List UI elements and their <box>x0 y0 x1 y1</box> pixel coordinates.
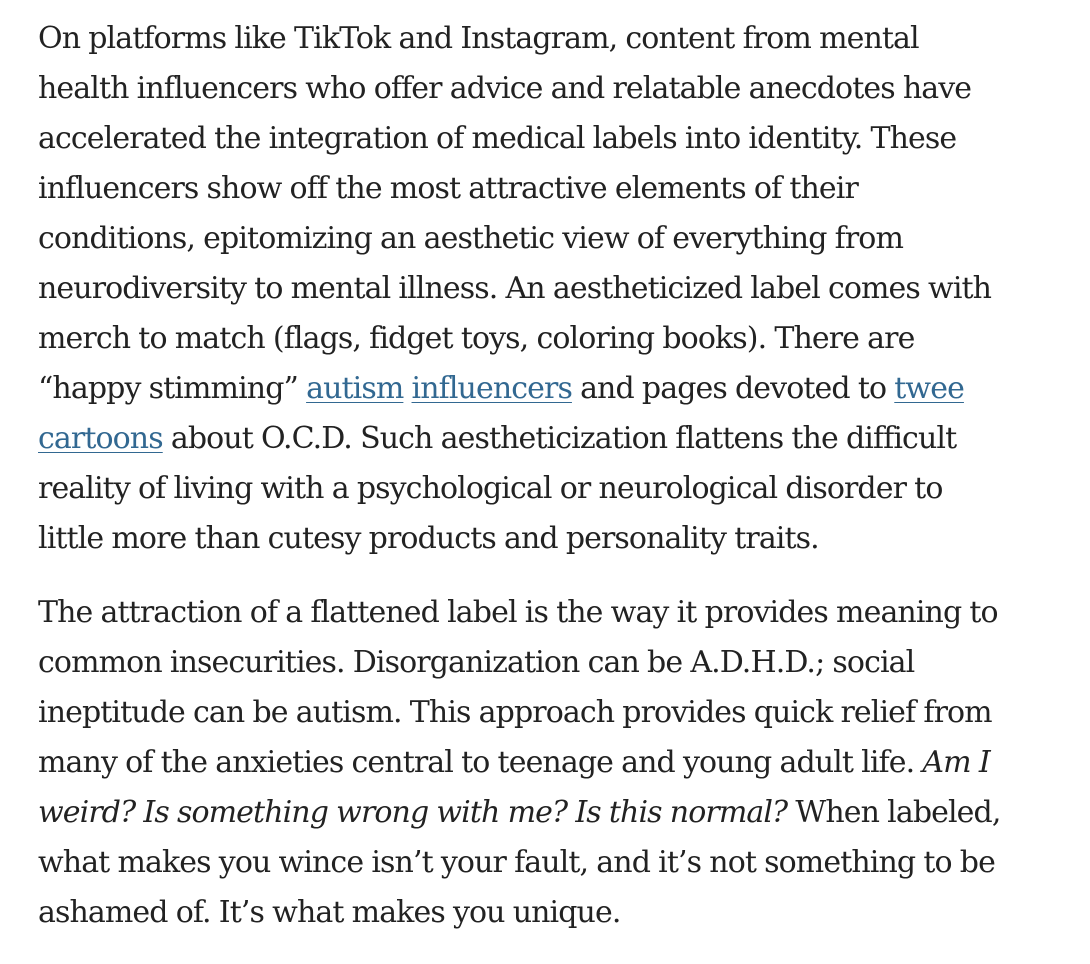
link-twee-cartoons-part-2[interactable]: cartoons <box>38 421 163 456</box>
text-line <box>38 738 1058 788</box>
text-line: what makes you wince isn’t your fault, and it’s not something to be <box>38 845 995 880</box>
text-line: accelerated the integration of medical labels into identity. These <box>38 121 957 156</box>
link-twee-cartoons-part-1[interactable]: twee <box>894 371 964 406</box>
text-line: influencers show off the most attractive elements of their <box>38 171 858 206</box>
text-line: ashamed of. It’s what makes you unique. <box>38 895 621 930</box>
text-segment: and pages devoted to <box>571 371 895 406</box>
paragraph-2 <box>38 588 1058 938</box>
text-segment: about O.C.D. Such aestheticization flattens the difficult <box>162 421 957 456</box>
text-segment: many of the anxieties central to teenage and young adult life. <box>38 745 923 780</box>
text-line <box>38 788 1058 838</box>
text-line: health influencers who offer advice and relatable anecdotes have <box>38 71 972 106</box>
link-autism[interactable]: autism <box>306 371 404 406</box>
text-line: common insecurities. Disorganization can be A.D.H.D.; social <box>38 645 915 680</box>
text-line: The attraction of a flattened label is the way it provides meaning to <box>38 595 998 630</box>
article-body <box>38 14 1058 938</box>
text-line <box>38 364 1058 414</box>
text-line <box>38 414 1058 464</box>
text-segment: “happy stimming” <box>38 371 307 406</box>
text-line: reality of living with a psychological or neurological disorder to <box>38 471 943 506</box>
text-segment: When labeled, <box>787 795 1001 830</box>
text-line: On platforms like TikTok and Instagram, content from mental <box>38 21 919 56</box>
paragraph-1 <box>38 14 1058 564</box>
text-line: neurodiversity to mental illness. An aestheticized label comes with <box>38 271 992 306</box>
italic-text: weird? Is something wrong with me? Is this normal? <box>38 795 788 830</box>
link-influencers[interactable]: influencers <box>411 371 572 406</box>
italic-text: Am I <box>922 745 990 780</box>
text-line: little more than cutesy products and personality traits. <box>38 521 819 556</box>
text-line: conditions, epitomizing an aesthetic view of everything from <box>38 221 904 256</box>
text-line: ineptitude can be autism. This approach provides quick relief from <box>38 695 992 730</box>
text-line: merch to match (flags, fidget toys, coloring books). There are <box>38 321 915 356</box>
text-segment <box>403 371 411 406</box>
